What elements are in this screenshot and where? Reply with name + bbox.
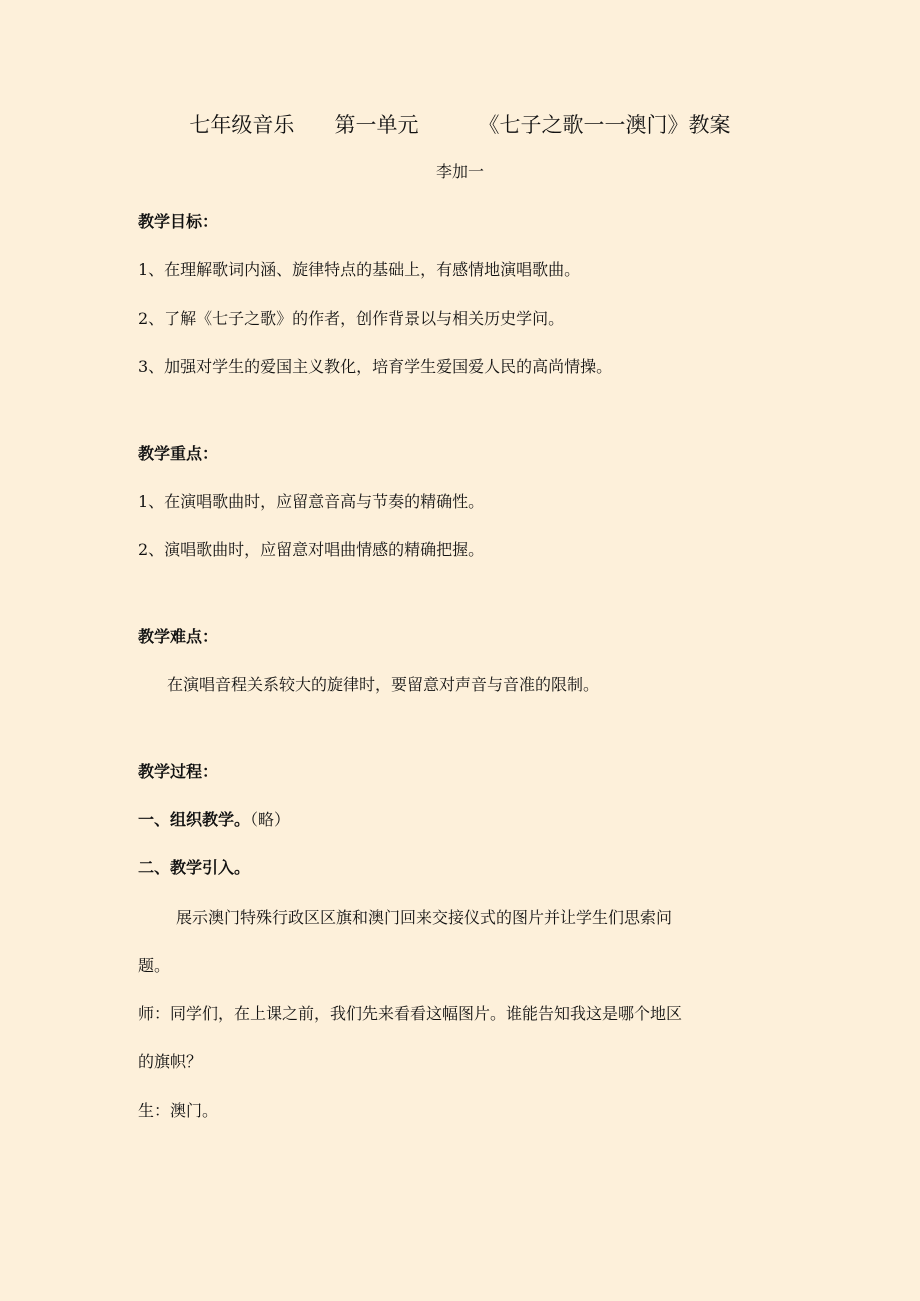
objective-item-3: 3、加强对学生的爱国主义教化，培育学生爱国爱人民的高尚情操。 xyxy=(138,357,613,376)
objective-item-1: 1、在理解歌词内涵、旋律特点的基础上，有感情地演唱歌曲。 xyxy=(138,260,581,279)
objectives-heading: 教学目标： xyxy=(138,212,219,231)
key-points-heading: 教学重点： xyxy=(138,444,219,463)
teacher-dialogue-line-1: 师：同学们，在上课之前，我们先来看看这幅图片。谁能告知我这是哪个地区 xyxy=(138,1004,683,1023)
document-author: 李加一 xyxy=(435,162,484,181)
teacher-dialogue-line-2: 的旗帜？ xyxy=(138,1052,203,1071)
key-point-item-1: 1、在演唱歌曲时，应留意音高与节奏的精确性。 xyxy=(138,492,485,511)
process-step-1 xyxy=(138,810,290,830)
student-dialogue-line: 生：澳门。 xyxy=(138,1101,219,1120)
process-step-2-paragraph-line-2: 题。 xyxy=(138,956,171,975)
process-step-1-note: （略） xyxy=(250,810,291,829)
document-title: 七年级音乐 第一单元 《七子之歌一一澳门》教案 xyxy=(189,113,731,137)
process-step-1-label: 一、组织教学。 xyxy=(138,810,251,829)
process-step-2-paragraph-line-1: 展示澳门特殊行政区区旗和澳门回来交接仪式的图片并让学生们思索问 xyxy=(176,908,673,927)
difficulties-text: 在演唱音程关系较大的旋律时，要留意对声音与音准的限制。 xyxy=(167,675,600,694)
key-point-item-2: 2、演唱歌曲时，应留意对唱曲情感的精确把握。 xyxy=(138,540,485,559)
process-heading: 教学过程： xyxy=(138,762,219,781)
process-step-2-label: 二、教学引入。 xyxy=(138,858,251,877)
objective-item-2: 2、了解《七子之歌》的作者，创作背景以与相关历史学问。 xyxy=(138,309,565,328)
difficulties-heading: 教学难点： xyxy=(138,627,219,646)
